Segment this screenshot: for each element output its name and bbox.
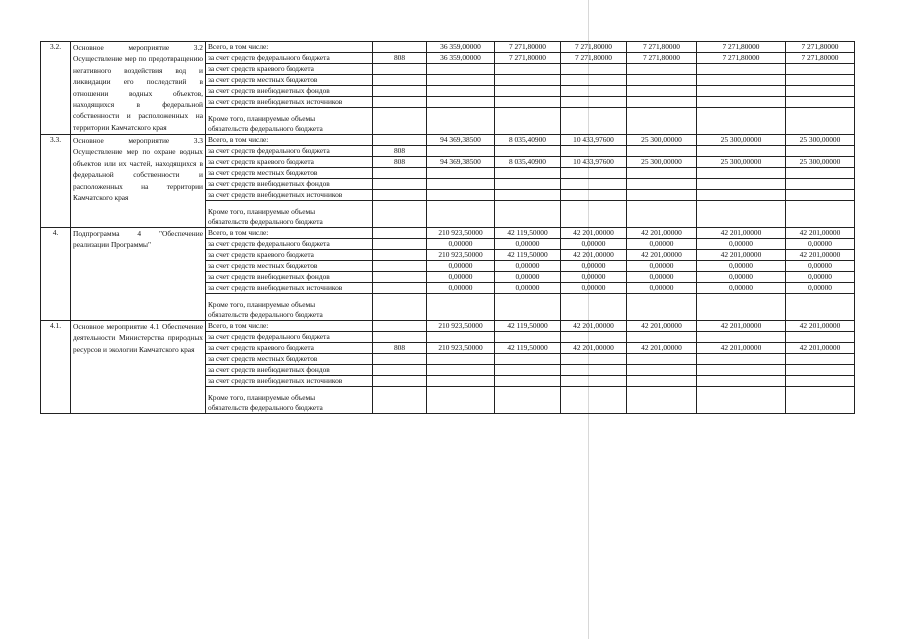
amount-year (697, 179, 786, 190)
amount-year (697, 376, 786, 387)
funding-source: за счет средств краевого бюджета (206, 250, 373, 261)
amount-total: 94 369,38500 (427, 135, 495, 146)
budget-code (373, 354, 427, 365)
amount-total: 210 923,50000 (427, 250, 495, 261)
empty-cell (495, 387, 561, 414)
note-line: Кроме того, планируемые объемы (208, 300, 316, 309)
amount-year: 0,00000 (561, 239, 627, 250)
amount-year: 0,00000 (786, 261, 855, 272)
amount-year (495, 97, 561, 108)
amount-year: 0,00000 (561, 272, 627, 283)
budget-code: 808 (373, 343, 427, 354)
amount-total (427, 168, 495, 179)
table-row (41, 42, 855, 53)
note-line: Кроме того, планируемые объемы (208, 114, 316, 123)
section-number: 4.1. (41, 321, 71, 414)
amount-total (427, 190, 495, 201)
amount-year (627, 332, 697, 343)
amount-year: 0,00000 (786, 272, 855, 283)
funding-source: за счет средств местных бюджетов (206, 168, 373, 179)
amount-year: 7 271,80000 (561, 42, 627, 53)
amount-year (697, 86, 786, 97)
amount-year: 42 201,00000 (697, 228, 786, 239)
funding-source: за счет средств внебюджетных фондов (206, 179, 373, 190)
funding-source: за счет средств местных бюджетов (206, 354, 373, 365)
empty-cell (786, 108, 855, 135)
funding-source: Всего, в том числе: (206, 321, 373, 332)
amount-year: 42 201,00000 (561, 250, 627, 261)
budget-code (373, 190, 427, 201)
amount-year: 7 271,80000 (627, 42, 697, 53)
amount-total (427, 146, 495, 157)
amount-year: 42 201,00000 (561, 343, 627, 354)
amount-year (786, 64, 855, 75)
amount-year: 42 201,00000 (786, 343, 855, 354)
empty-cell (495, 108, 561, 135)
empty-cell (786, 294, 855, 321)
amount-year (627, 146, 697, 157)
amount-year (561, 365, 627, 376)
amount-total (427, 354, 495, 365)
amount-year: 7 271,80000 (786, 53, 855, 64)
budget-code (373, 168, 427, 179)
amount-year: 42 201,00000 (561, 228, 627, 239)
amount-year (786, 75, 855, 86)
funding-source: за счет средств федерального бюджета (206, 53, 373, 64)
amount-year: 8 035,40900 (495, 135, 561, 146)
budget-code (373, 228, 427, 239)
amount-total (427, 332, 495, 343)
amount-year (495, 365, 561, 376)
amount-year: 25 300,00000 (786, 135, 855, 146)
amount-year (627, 168, 697, 179)
amount-year: 42 201,00000 (627, 250, 697, 261)
note-line: обязательств федерального бюджета (208, 403, 323, 412)
funding-source: Всего, в том числе: (206, 135, 373, 146)
amount-total (427, 365, 495, 376)
note-line: Кроме того, планируемые объемы (208, 393, 316, 402)
amount-year (627, 64, 697, 75)
amount-year (786, 376, 855, 387)
section-title: Подпрограмма 4 "Обеспечение реализации Программы" (71, 228, 206, 321)
section-number: 4. (41, 228, 71, 321)
funding-source: за счет средств краевого бюджета (206, 157, 373, 168)
planned-obligations-note (206, 201, 373, 228)
amount-year: 42 201,00000 (627, 343, 697, 354)
funding-source: за счет средств внебюджетных фондов (206, 272, 373, 283)
amount-year (495, 332, 561, 343)
amount-total (427, 75, 495, 86)
amount-year (495, 168, 561, 179)
amount-year (697, 75, 786, 86)
amount-year: 7 271,80000 (495, 42, 561, 53)
amount-year: 42 119,50000 (495, 343, 561, 354)
empty-cell (627, 108, 697, 135)
budget-code (373, 332, 427, 343)
amount-year (561, 75, 627, 86)
empty-cell (561, 108, 627, 135)
amount-year: 7 271,80000 (697, 53, 786, 64)
amount-total: 36 359,00000 (427, 42, 495, 53)
planned-obligations-note (206, 387, 373, 414)
amount-year: 0,00000 (495, 272, 561, 283)
empty-cell (427, 201, 495, 228)
amount-year (495, 146, 561, 157)
amount-year (786, 168, 855, 179)
budget-code (373, 135, 427, 146)
amount-year (495, 75, 561, 86)
amount-year: 0,00000 (495, 261, 561, 272)
budget-code: 808 (373, 157, 427, 168)
amount-year (786, 179, 855, 190)
amount-year: 0,00000 (786, 283, 855, 294)
amount-year (561, 146, 627, 157)
amount-year (561, 86, 627, 97)
funding-source: за счет средств федерального бюджета (206, 239, 373, 250)
funding-source: за счет средств местных бюджетов (206, 75, 373, 86)
amount-year (627, 86, 697, 97)
empty-cell (697, 387, 786, 414)
amount-year (697, 354, 786, 365)
amount-year (495, 354, 561, 365)
section-number: 3.3. (41, 135, 71, 228)
amount-year: 42 201,00000 (627, 321, 697, 332)
amount-year (627, 75, 697, 86)
amount-year (561, 354, 627, 365)
amount-year (786, 332, 855, 343)
note-line: обязательств федерального бюджета (208, 310, 323, 319)
amount-year: 8 035,40900 (495, 157, 561, 168)
amount-year (697, 146, 786, 157)
amount-total: 210 923,50000 (427, 321, 495, 332)
amount-year (495, 179, 561, 190)
amount-year (697, 332, 786, 343)
amount-year: 25 300,00000 (627, 135, 697, 146)
amount-year (561, 168, 627, 179)
amount-total (427, 64, 495, 75)
amount-year: 0,00000 (627, 261, 697, 272)
empty-cell (427, 387, 495, 414)
amount-year (697, 97, 786, 108)
table-row (41, 135, 855, 146)
amount-year (495, 190, 561, 201)
amount-year (697, 365, 786, 376)
amount-total: 36 359,00000 (427, 53, 495, 64)
budget-code: 808 (373, 53, 427, 64)
amount-year: 25 300,00000 (786, 157, 855, 168)
amount-year: 42 119,50000 (495, 321, 561, 332)
amount-year (495, 86, 561, 97)
amount-year: 42 201,00000 (697, 343, 786, 354)
amount-year: 7 271,80000 (786, 42, 855, 53)
budget-code (373, 283, 427, 294)
amount-year (627, 365, 697, 376)
amount-year (561, 376, 627, 387)
amount-year (561, 332, 627, 343)
amount-year (786, 365, 855, 376)
budget-code (373, 272, 427, 283)
amount-year: 7 271,80000 (561, 53, 627, 64)
amount-year (561, 179, 627, 190)
amount-total: 210 923,50000 (427, 228, 495, 239)
amount-year (561, 97, 627, 108)
empty-cell (561, 387, 627, 414)
budget-code (373, 365, 427, 376)
funding-source: за счет средств внебюджетных источников (206, 376, 373, 387)
amount-year (495, 376, 561, 387)
amount-year: 42 201,00000 (561, 321, 627, 332)
amount-year (786, 354, 855, 365)
amount-year: 7 271,80000 (697, 42, 786, 53)
amount-year: 10 433,97600 (561, 135, 627, 146)
amount-year (697, 190, 786, 201)
budget-code (373, 86, 427, 97)
amount-total: 94 369,38500 (427, 157, 495, 168)
amount-year: 0,00000 (786, 239, 855, 250)
amount-year: 25 300,00000 (697, 157, 786, 168)
amount-total (427, 86, 495, 97)
budget-code: 808 (373, 146, 427, 157)
amount-year (627, 179, 697, 190)
amount-year: 0,00000 (495, 283, 561, 294)
amount-year: 7 271,80000 (627, 53, 697, 64)
amount-year: 0,00000 (495, 239, 561, 250)
note-line: Кроме того, планируемые объемы (208, 207, 316, 216)
amount-year (627, 354, 697, 365)
note-line: обязательств федерального бюджета (208, 217, 323, 226)
amount-total: 0,00000 (427, 239, 495, 250)
amount-year (786, 190, 855, 201)
empty-cell (495, 294, 561, 321)
planned-obligations-note (206, 108, 373, 135)
funding-source: за счет средств краевого бюджета (206, 343, 373, 354)
empty-cell (427, 108, 495, 135)
budget-code (373, 261, 427, 272)
empty-cell (561, 294, 627, 321)
section-title: Основное мероприятие 3.3 Осуществление мер по охране водных объектов или их частей, находящихся в федеральной собственности и расположенных на территории Камчатского края (71, 135, 206, 228)
amount-total: 0,00000 (427, 283, 495, 294)
empty-cell (373, 294, 427, 321)
budget-code (373, 64, 427, 75)
amount-total (427, 376, 495, 387)
amount-total: 210 923,50000 (427, 343, 495, 354)
amount-year: 42 201,00000 (697, 250, 786, 261)
amount-year (697, 64, 786, 75)
amount-year: 42 119,50000 (495, 228, 561, 239)
amount-year: 7 271,80000 (495, 53, 561, 64)
empty-cell (786, 387, 855, 414)
funding-source: Всего, в том числе: (206, 228, 373, 239)
amount-year (697, 168, 786, 179)
empty-cell (786, 201, 855, 228)
amount-year (495, 64, 561, 75)
amount-year: 0,00000 (627, 239, 697, 250)
amount-year: 0,00000 (697, 272, 786, 283)
amount-year: 25 300,00000 (697, 135, 786, 146)
budget-code (373, 376, 427, 387)
empty-cell (373, 108, 427, 135)
budget-code (373, 97, 427, 108)
funding-source: Всего, в том числе: (206, 42, 373, 53)
amount-year (627, 376, 697, 387)
budget-code (373, 239, 427, 250)
amount-total (427, 97, 495, 108)
budget-code (373, 42, 427, 53)
funding-source: за счет средств федерального бюджета (206, 332, 373, 343)
amount-year: 0,00000 (561, 261, 627, 272)
amount-year: 10 433,97600 (561, 157, 627, 168)
amount-year (627, 97, 697, 108)
amount-year (561, 64, 627, 75)
amount-year (786, 97, 855, 108)
amount-year: 42 201,00000 (786, 250, 855, 261)
amount-year: 42 119,50000 (495, 250, 561, 261)
empty-cell (495, 201, 561, 228)
section-title: Основное мероприятие 3.2 Осуществление мер по предотвращению негативного воздействия вод и ликвидации его последствий в отношении водных объектов, находящихся в федеральной собственности и расположенных на территории Камчатского края (71, 42, 206, 135)
amount-total: 0,00000 (427, 272, 495, 283)
amount-year (561, 190, 627, 201)
budget-code (373, 321, 427, 332)
amount-total (427, 179, 495, 190)
empty-cell (627, 387, 697, 414)
section-title: Основное мероприятие 4.1 Обеспечение деятельности Министерства природных ресурсов и экологии Камчатского края (71, 321, 206, 414)
funding-source: за счет средств краевого бюджета (206, 64, 373, 75)
empty-cell (697, 108, 786, 135)
note-line: обязательств федерального бюджета (208, 124, 323, 133)
table-row (41, 321, 855, 332)
amount-year: 0,00000 (697, 261, 786, 272)
funding-source: за счет средств внебюджетных источников (206, 97, 373, 108)
amount-year: 0,00000 (627, 272, 697, 283)
empty-cell (427, 294, 495, 321)
amount-year (786, 146, 855, 157)
funding-source: за счет средств внебюджетных фондов (206, 86, 373, 97)
empty-cell (697, 201, 786, 228)
empty-cell (697, 294, 786, 321)
amount-year: 0,00000 (627, 283, 697, 294)
amount-year: 0,00000 (697, 283, 786, 294)
empty-cell (373, 387, 427, 414)
funding-source: за счет средств местных бюджетов (206, 261, 373, 272)
funding-source: за счет средств внебюджетных источников (206, 283, 373, 294)
funding-source: за счет средств федерального бюджета (206, 146, 373, 157)
amount-year: 42 201,00000 (697, 321, 786, 332)
funding-source: за счет средств внебюджетных источников (206, 190, 373, 201)
amount-year: 25 300,00000 (627, 157, 697, 168)
table-row (41, 228, 855, 239)
budget-table (40, 41, 855, 414)
amount-year: 0,00000 (697, 239, 786, 250)
empty-cell (627, 201, 697, 228)
funding-source: за счет средств внебюджетных фондов (206, 365, 373, 376)
empty-cell (373, 201, 427, 228)
planned-obligations-note (206, 294, 373, 321)
section-number: 3.2. (41, 42, 71, 135)
budget-code (373, 250, 427, 261)
budget-code (373, 179, 427, 190)
amount-year: 42 201,00000 (627, 228, 697, 239)
amount-year (786, 86, 855, 97)
amount-year: 42 201,00000 (786, 321, 855, 332)
amount-year: 42 201,00000 (786, 228, 855, 239)
amount-total: 0,00000 (427, 261, 495, 272)
empty-cell (561, 201, 627, 228)
budget-code (373, 75, 427, 86)
amount-year: 0,00000 (561, 283, 627, 294)
empty-cell (627, 294, 697, 321)
amount-year (627, 190, 697, 201)
